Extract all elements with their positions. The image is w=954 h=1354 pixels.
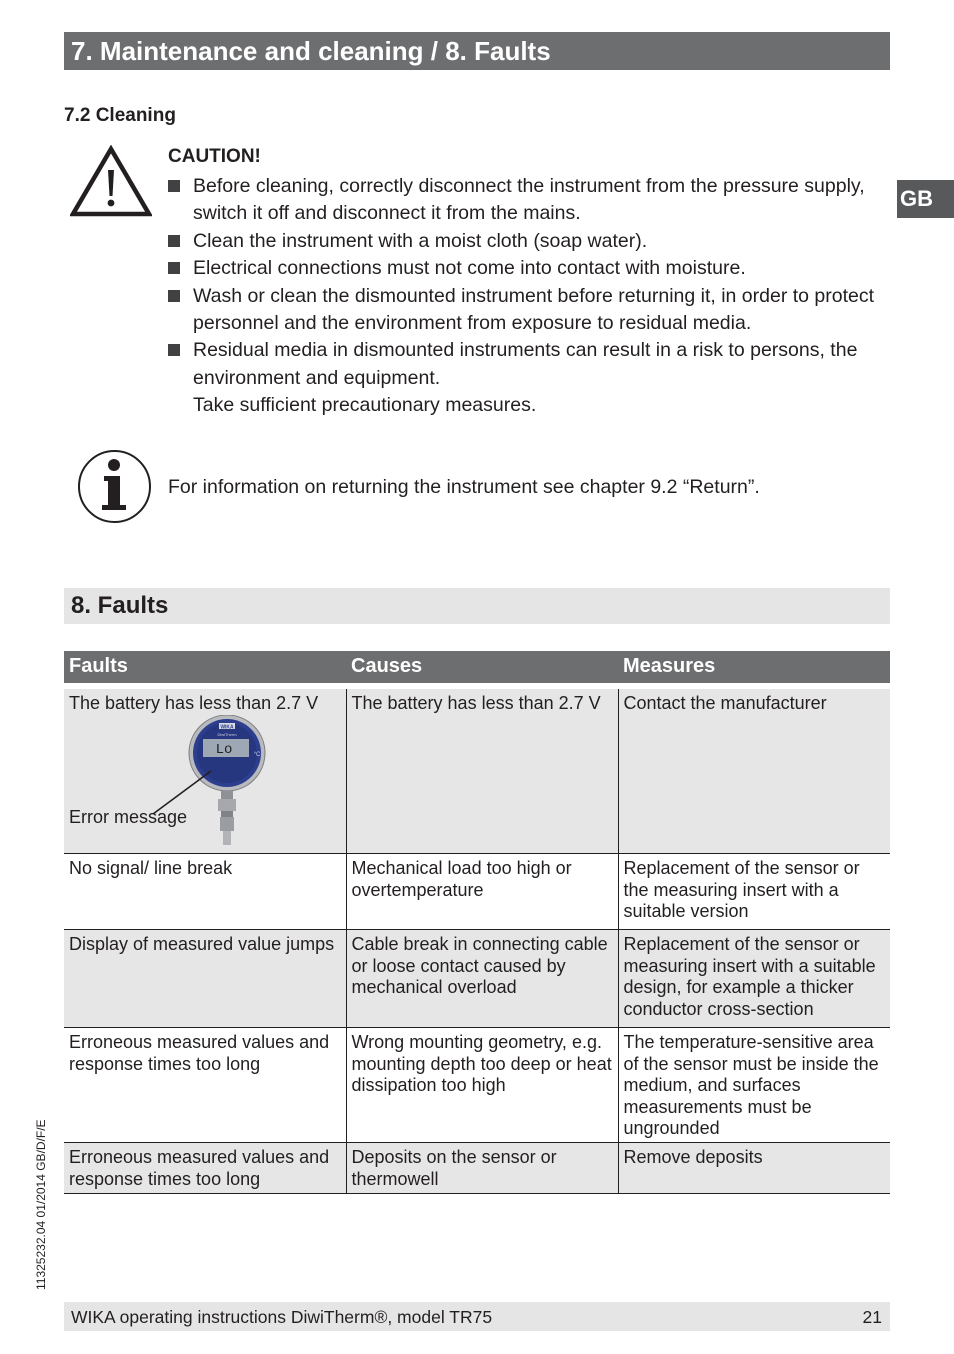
info-note: For information on returning the instrument see chapter 9.2 “Return”. [168, 476, 760, 498]
bullet-square-icon [168, 180, 180, 192]
table-row [64, 854, 890, 930]
list-item [168, 283, 908, 338]
fault-cell [64, 689, 346, 854]
page-title: 7. Maintenance and cleaning / 8. Faults [71, 36, 551, 66]
table-header-row [64, 651, 890, 683]
bullet-text: Residual media in dismounted instruments can result in a risk to persons, the environment and equipment. [193, 339, 858, 389]
table-row [64, 1142, 890, 1193]
table-row [64, 930, 890, 1028]
caution-list [168, 173, 908, 420]
measure-cell: Replacement of the sensor or the measuring insert with a suitable version [618, 854, 890, 930]
bullet-text: Before cleaning, correctly disconnect the instrument from the pressure supply, switch it off and disconnect it from the mains. [193, 175, 865, 225]
table-row [64, 689, 890, 854]
list-item [168, 255, 908, 282]
measure-cell: Replacement of the sensor or measuring insert with a suitable design, for example a thicker conductor cross-section [618, 930, 890, 1028]
cause-cell: The battery has less than 2.7 V [346, 689, 618, 854]
document-id: 11325232.04 01/2014 GB/D/F/E [34, 1119, 48, 1290]
info-icon [77, 449, 152, 524]
bullet-followup-text: Take sufficient precautionary measures. [193, 394, 537, 417]
fault-cell: Display of measured value jumps [64, 930, 346, 1028]
bullet-square-icon [168, 290, 180, 302]
fault-cell: No signal/ line break [64, 854, 346, 930]
warning-triangle-icon [70, 145, 152, 217]
table-row [64, 1028, 890, 1143]
faults-heading-text: 8. Faults [71, 592, 169, 619]
cause-cell: Mechanical load too high or overtemperature [346, 854, 618, 930]
list-item [168, 173, 908, 228]
gauge-display-readout: Lo [215, 741, 233, 758]
faults-table [64, 651, 890, 1194]
gauge-model-label: DiwiTherm [217, 731, 237, 737]
list-item [168, 228, 908, 255]
measure-cell: The temperature-sensitive area of the sensor must be inside the medium, and surfaces measurements must be ungrounded [618, 1028, 890, 1143]
gauge-figure [69, 715, 341, 845]
page-header [64, 32, 890, 70]
section-heading-cleaning: 7.2 Cleaning [64, 105, 176, 126]
language-tab[interactable]: GB [897, 180, 954, 218]
column-header-causes: Causes [346, 651, 618, 683]
bullet-square-icon [168, 344, 180, 356]
gauge-brand-label: WIKA [220, 724, 234, 731]
fault-text: The battery has less than 2.7 V [69, 693, 319, 713]
bullet-text: Clean the instrument with a moist cloth (soap water). [193, 229, 648, 252]
image-caption: Error message [69, 806, 188, 827]
list-item [168, 337, 908, 419]
page-number: 21 [862, 1307, 882, 1327]
bullet-text: Electrical connections must not come into contact with moisture. [193, 257, 746, 280]
fault-cell: Erroneous measured values and response times too long [64, 1142, 346, 1193]
column-header-faults: Faults [64, 651, 346, 683]
measure-cell: Contact the manufacturer [618, 689, 890, 854]
section-heading-faults [64, 588, 890, 624]
fault-cell: Erroneous measured values and response times too long [64, 1028, 346, 1143]
cause-cell: Deposits on the sensor or thermowell [346, 1142, 618, 1193]
caution-label: CAUTION! [168, 146, 261, 167]
gauge-unit-label: °C [253, 751, 261, 758]
bullet-square-icon [168, 235, 180, 247]
footer-text: WIKA operating instructions DiwiTherm®, model TR75 [71, 1307, 493, 1327]
bullet-text: Wash or clean the dismounted instrument before returning it, in order to protect personnel and the environment from exposure to residual media. [193, 284, 875, 335]
cause-cell: Wrong mounting geometry, e.g. mounting depth too deep or heat dissipation too high [346, 1028, 618, 1143]
bullet-square-icon [168, 262, 180, 274]
column-header-measures: Measures [618, 651, 890, 683]
measure-cell: Remove deposits [618, 1142, 890, 1193]
page-footer [64, 1302, 890, 1331]
cause-cell: Cable break in connecting cable or loose contact caused by mechanical overload [346, 930, 618, 1028]
